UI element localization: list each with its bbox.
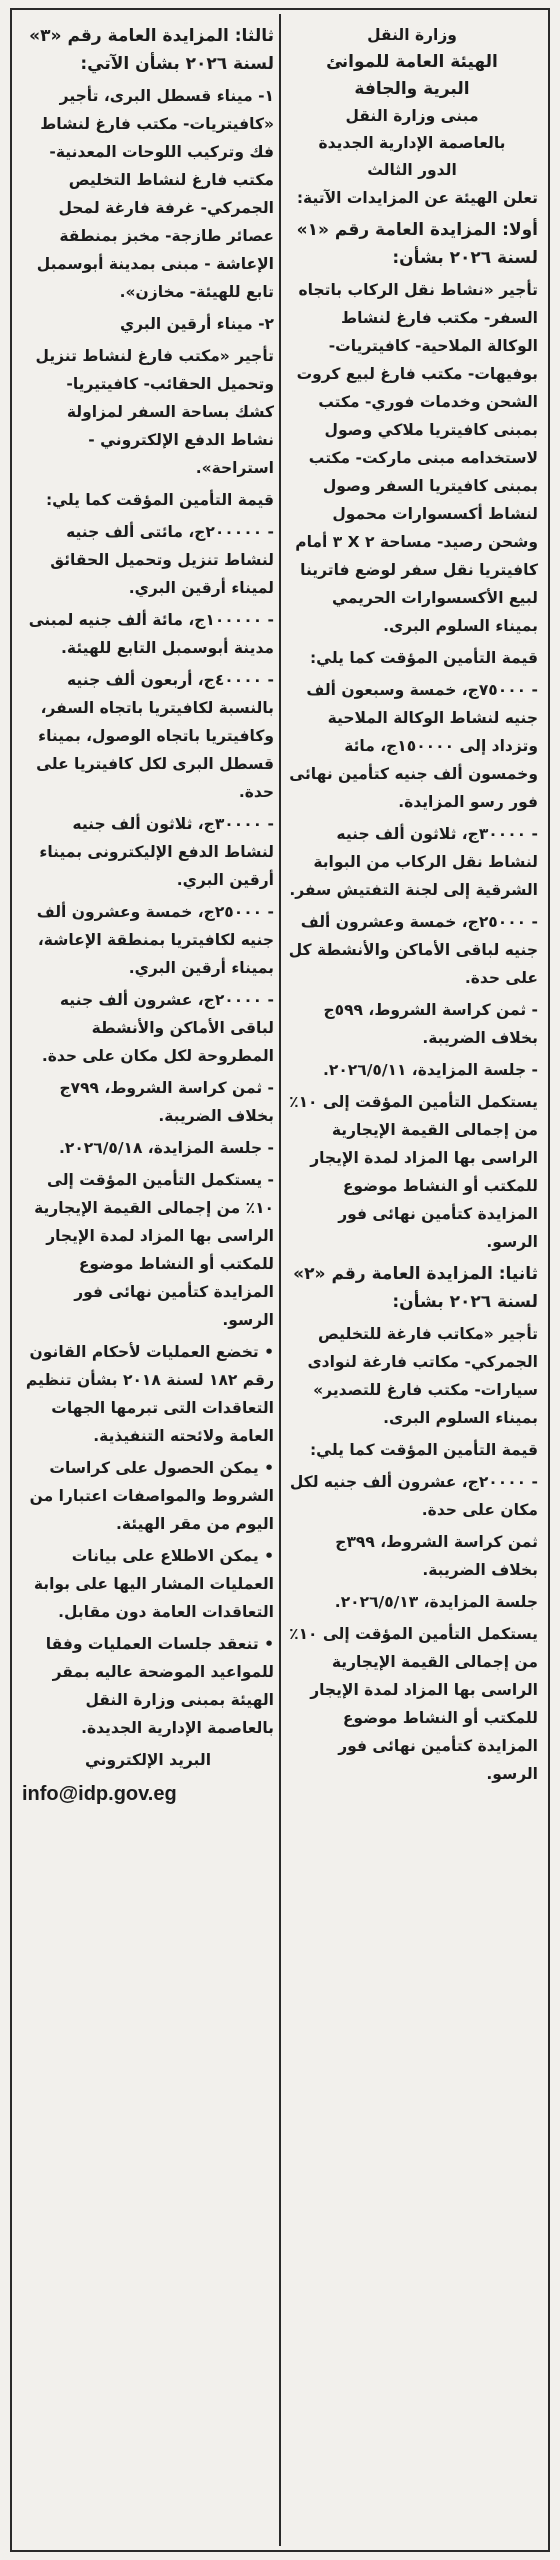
authority-name-2: البرية والجافة [354,79,470,99]
auction-2-body: تأجير «مكاتب فارغة للتخليص الجمركي- مكاتب فارغة لنوادى سيارات- مكتب فارغ للتصدير» بميناء السلوم البرى. [307,1325,538,1427]
auction-3-booklet-price: - ثمن كراسة الشروط، ٧٩٩ج بخلاف الضريبة. [59,1079,274,1125]
auction-3-title: ثالثا: المزايدة العامة رقم «٣» لسنة ٢٠٢٦ بشأن الآتي: [29,26,274,74]
newspaper-ad [10,8,550,2552]
auction-3-deposit-3: - ٤٠٠٠٠ج، أربعون ألف جنيه بالنسبة لكافيتريا باتجاه السفر، وكافيتريا باتجاه الوصول، بميناء قسطل البرى لكل كافيتريا على حدة. [36,671,274,801]
auction-1-deposit-1: - ٧٥٠٠٠ج، خمسة وسبعون ألف جنيه لنشاط الوكالة الملاحية وتزداد إلى ١٥٠٠٠٠ج، مائة وخمسون ألف جنيه كتأمين نهائى فور رسو المزايدة. [289,681,538,811]
floor-line: الدور الثالث [367,161,457,179]
auction-3-completion: - يستكمل التأمين المؤقت إلى ١٠٪ من إجمالى القيمة الإيجارية الراسى بها المزاد لمدة الإيجار للمكتب أو النشاط موضوع المزايدة كتأمين نهائى فور الرسو. [34,1171,274,1329]
email-label: البريد الإلكتروني [84,1751,212,1769]
auction-3-deposit-1: - ٢٠٠٠٠٠ج، مائتى ألف جنيه لنشاط تنزيل وتحميل الحقائق لميناء أرقين البري. [50,523,274,597]
email-link[interactable]: info@idp.gov.eg [22,1783,177,1805]
right-column [286,22,538,1792]
auction-1-deposit-2: - ٣٠٠٠٠ج، ثلاثون ألف جنيه لنشاط نقل الركاب من البوابة الشرقية إلى لجنة التفتيش سفر. [289,825,538,899]
column-divider [279,14,281,2546]
auction-3-section-2-body: تأجير «مكتب فارغ لنشاط تنزيل وتحميل الحقائب- كافيتيريا- كشك بساحة السفر لمزاولة نشاط الدفع الإلكتروني - استراحة». [35,347,274,477]
auction-2-completion: يستكمل التأمين المؤقت إلى ١٠٪ من إجمالى القيمة الإيجارية الراسى بها المزاد لمدة الإيجار للمكتب أو النشاط موضوع المزايدة كتأمين نهائى فور الرسو. [289,1625,538,1783]
note-booklets: • يمكن الحصول على كراسات الشروط والمواصفات اعتبارا من اليوم من مقر الهيئة. [29,1459,274,1533]
auction-2-title: ثانيا: المزايدة العامة رقم «٢» لسنة ٢٠٢٦ بشأن: [293,1264,538,1312]
auction-2-deposit-title: قيمة التأمين المؤقت كما يلي: [309,1441,538,1459]
auction-1-title: أولا: المزايدة العامة رقم «١» لسنة ٢٠٢٦ بشأن: [296,220,538,268]
note-law: • تخضع العمليات لأحكام القانون رقم ١٨٢ لسنة ٢٠١٨ بشأن تنظيم التعاقدات التى تبرمها الجهات العامة ولائحته التنفيذية. [25,1343,274,1445]
authority-header [286,22,538,184]
auction-3-deposit-6: - ٢٠٠٠٠ج، عشرون ألف جنيه لباقى الأماكن والأنشطة المطروحة لكل مكان على حدة. [41,991,274,1065]
auction-1-completion: يستكمل التأمين المؤقت إلى ١٠٪ من إجمالى القيمة الإيجارية الراسى بها المزاد لمدة الإيجار للمكتب أو النشاط موضوع المزايدة كتأمين نهائى فور الرسو. [289,1093,538,1251]
auction-1-booklet-price: - ثمن كراسة الشروط، ٥٩٩ج بخلاف الضريبة. [323,1001,538,1047]
note-portal: • يمكن الاطلاع على بيانات العمليات المشار اليها على بوابة التعاقدات العامة دون مقابل. [33,1547,274,1621]
auction-1-body: تأجير «نشاط نقل الركاب باتجاه السفر- مكتب فارغ لنشاط الوكالة الملاحية- كافيتريات- بوفيهات- مكتب فارغ لبيع كروت الشحن وخدمات فوري- مكتب بمبنى كافيتريا ملاكي وصول لاستخدامه مبنى ماركت- مكتب بمبنى كافيتريا السفر وصول لنشاط أكسسوارات محمول وشحن رصيد- مساحة ٢ X ٣ أمام كافيتريا نقل سفر لوضع فاترينا لبيع الأكسسوارات الحريمي بميناء السلوم البرى. [295,281,538,635]
ministry-name: وزارة النقل [367,26,457,44]
auction-3-deposit-5: - ٢٥٠٠٠ج، خمسة وعشرون ألف جنيه لكافيتريا بمنطقة الإعاشة، بميناء أرقين البري. [36,903,274,977]
authority-name-1: الهيئة العامة للموانئ [326,52,498,72]
auction-2-deposit-1: - ٢٠٠٠٠ج، عشرون ألف جنيه لكل مكان على حدة. [289,1473,538,1519]
auction-3-deposit-4: - ٣٠٠٠٠ج، ثلاثون ألف جنيه لنشاط الدفع الإليكترونى بميناء أرقين البري. [39,815,274,889]
auction-3-session-date: - جلسة المزايدة، ٢٠٢٦/٥/١٨. [58,1139,274,1157]
left-column [22,22,274,1808]
auction-3-section-2-title: ٢- ميناء أرقين البري [119,315,274,333]
building-line-2: بالعاصمة الإدارية الجديدة [318,134,506,152]
auction-1-deposit-title: قيمة التأمين المؤقت كما يلي: [309,649,538,667]
intro-text: تعلن الهيئة عن المزايدات الآتية: [296,189,538,207]
note-sessions: • تنعقد جلسات العمليات وفقا للمواعيد الموضحة عاليه بمقر الهيئة بمبنى وزارة النقل بالعاصمة الإدارية الجديدة. [45,1635,274,1737]
auction-3-section-1: ١- ميناء قسطل البرى، تأجير «كافيتريات- مكتب فارغ لنشاط فك وتركيب اللوحات المعدنية- مكتب فارغ لنشاط التخليص الجمركي- غرفة فارغة لمحل عصائر طازجة- مخبز بمنطقة الإعاشة - مبنى بمدينة أبوسمبل تابع للهيئة- مخازن». [36,87,274,301]
auction-1-deposit-3: - ٢٥٠٠٠ج، خمسة وعشرون ألف جنيه لباقى الأماكن والأنشطة كل على حدة. [288,913,538,987]
auction-3-deposit-2: - ١٠٠٠٠٠ج، مائة ألف جنيه لمبنى مدينة أبوسمبل التابع للهيئة. [28,611,274,657]
auction-1-session-date: - جلسة المزايدة، ٢٠٢٦/٥/١١. [322,1061,538,1079]
auction-2-booklet-price: ثمن كراسة الشروط، ٣٩٩ج بخلاف الضريبة. [335,1533,538,1579]
auction-3-deposit-title: قيمة التأمين المؤقت كما يلي: [45,491,274,509]
auction-2-session-date: جلسة المزايدة، ٢٠٢٦/٥/١٣. [334,1593,538,1611]
building-line-1: مبنى وزارة النقل [345,107,479,125]
